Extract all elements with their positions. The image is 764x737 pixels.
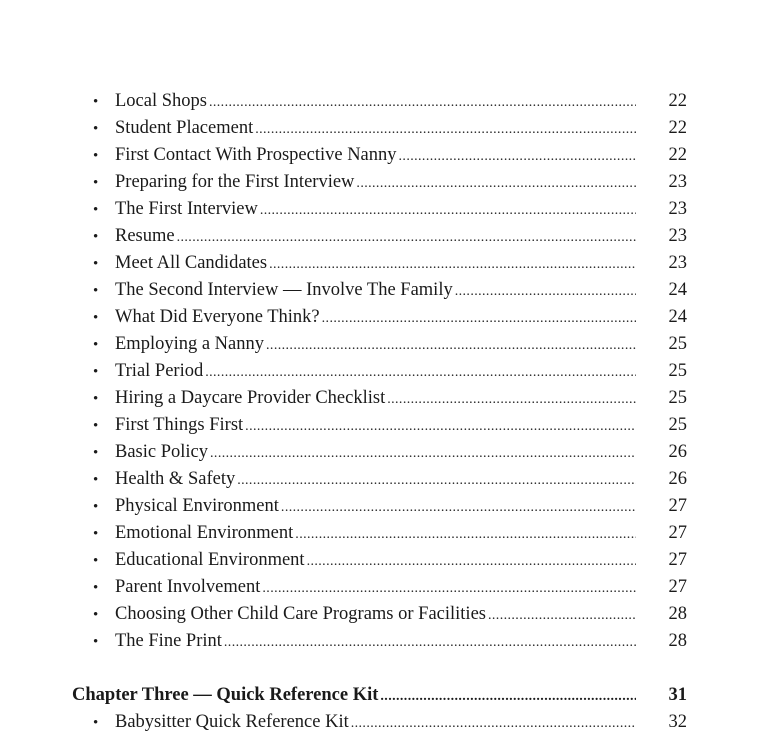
toc-entry xyxy=(93,385,636,411)
dot-leader xyxy=(380,682,636,710)
dot-leader xyxy=(210,439,636,467)
dot-leader xyxy=(351,709,636,737)
toc-entry-page: 25 xyxy=(668,334,687,354)
toc-entry-label: Preparing for the First Interview xyxy=(115,172,355,192)
bullet-icon: • xyxy=(93,148,99,164)
toc-entry-page: 25 xyxy=(668,388,687,408)
toc-entry-page: 24 xyxy=(668,280,687,300)
dot-leader xyxy=(307,547,636,575)
toc-entry-label: Health & Safety xyxy=(115,469,236,489)
dot-leader xyxy=(177,223,636,251)
bullet-icon: • xyxy=(93,202,99,218)
toc-entry-page: 26 xyxy=(668,442,687,462)
bullet-icon: • xyxy=(93,229,99,245)
toc-entry-label: Employing a Nanny xyxy=(115,334,265,354)
dot-leader xyxy=(245,412,636,440)
bullet-icon: • xyxy=(93,337,99,353)
toc-entry xyxy=(93,574,636,600)
toc-entry-page: 26 xyxy=(668,469,687,489)
bullet-icon: • xyxy=(93,310,99,326)
toc-entry xyxy=(93,304,636,330)
toc-entry-page: 32 xyxy=(668,712,687,732)
dot-leader xyxy=(322,304,636,332)
dot-leader xyxy=(399,142,636,170)
bullet-icon: • xyxy=(93,472,99,488)
bullet-icon: • xyxy=(93,526,99,542)
toc-entry-page: 27 xyxy=(668,496,687,516)
toc-entry xyxy=(93,88,636,114)
chapter-heading-label: Chapter Three — Quick Reference Kit xyxy=(72,685,379,705)
toc-entry-label: What Did Everyone Think? xyxy=(115,307,320,327)
toc-entry-page: 27 xyxy=(668,577,687,597)
toc-entry-page: 23 xyxy=(668,199,687,219)
bullet-icon: • xyxy=(93,580,99,596)
dot-leader xyxy=(387,385,636,413)
dot-leader xyxy=(237,466,636,494)
toc-entry-label: The Second Interview — Involve The Family xyxy=(115,280,453,300)
bullet-icon: • xyxy=(93,121,99,137)
chapter-heading xyxy=(72,682,636,708)
toc-entry-page: 25 xyxy=(668,361,687,381)
toc-entry-page: 28 xyxy=(668,631,687,651)
toc-entry xyxy=(93,115,636,141)
toc-entry-label: Basic Policy xyxy=(115,442,209,462)
toc-entry-label: Emotional Environment xyxy=(115,523,294,543)
bullet-icon: • xyxy=(93,607,99,623)
bullet-icon: • xyxy=(93,634,99,650)
toc-entry-label: Parent Involvement xyxy=(115,577,261,597)
dot-leader xyxy=(455,277,636,305)
toc-entry-page: 24 xyxy=(668,307,687,327)
toc-entry-page: 28 xyxy=(668,604,687,624)
bullet-icon: • xyxy=(93,94,99,110)
toc-entry xyxy=(93,628,636,654)
toc-entry-label: Babysitter Quick Reference Kit xyxy=(115,712,349,732)
toc-entry xyxy=(93,466,636,492)
bullet-icon: • xyxy=(93,256,99,272)
toc-entry xyxy=(93,601,636,627)
toc-entry-label: Hiring a Daycare Provider Checklist xyxy=(115,388,386,408)
toc-entry-label: Physical Environment xyxy=(115,496,279,516)
bullet-icon: • xyxy=(93,418,99,434)
toc-entry xyxy=(93,412,636,438)
toc-entry xyxy=(93,142,636,168)
toc-entry-label: Meet All Candidates xyxy=(115,253,268,273)
toc-entry-label: Student Placement xyxy=(115,118,254,138)
toc-entry-page: 22 xyxy=(668,118,687,138)
dot-leader xyxy=(260,196,636,224)
toc-entry-page: 25 xyxy=(668,415,687,435)
toc-entry-page: 27 xyxy=(668,523,687,543)
bullet-icon: • xyxy=(93,391,99,407)
dot-leader xyxy=(224,628,636,656)
toc-entry-page: 23 xyxy=(668,226,687,246)
toc-entry xyxy=(93,709,636,735)
chapter-heading-page: 31 xyxy=(668,685,687,705)
toc-entry-label: Trial Period xyxy=(115,361,204,381)
toc-entry xyxy=(93,250,636,276)
bullet-icon: • xyxy=(93,175,99,191)
dot-leader xyxy=(269,250,636,278)
dot-leader xyxy=(356,169,636,197)
dot-leader xyxy=(295,520,636,548)
toc-entry-page: 22 xyxy=(668,145,687,165)
toc-entry xyxy=(93,358,636,384)
dot-leader xyxy=(255,115,636,143)
toc-entry-page: 23 xyxy=(668,253,687,273)
toc-entry-label: The First Interview xyxy=(115,199,258,219)
toc-entry-label: Choosing Other Child Care Programs or Facilities xyxy=(115,604,486,624)
bullet-icon: • xyxy=(93,715,99,731)
toc-entry xyxy=(93,169,636,195)
toc-entry-label: First Contact With Prospective Nanny xyxy=(115,145,397,165)
toc-entry xyxy=(93,277,636,303)
toc-entry-page: 23 xyxy=(668,172,687,192)
dot-leader xyxy=(281,493,636,521)
toc-entry-label: Educational Environment xyxy=(115,550,305,570)
toc-entry xyxy=(93,196,636,222)
dot-leader xyxy=(488,601,636,629)
toc-entry xyxy=(93,439,636,465)
bullet-icon: • xyxy=(93,445,99,461)
dot-leader xyxy=(262,574,636,602)
dot-leader xyxy=(266,331,636,359)
bullet-icon: • xyxy=(93,553,99,569)
bullet-icon: • xyxy=(93,364,99,380)
bullet-icon: • xyxy=(93,499,99,515)
toc-entry xyxy=(93,331,636,357)
toc-entry-label: The Fine Print xyxy=(115,631,222,651)
toc-entry-page: 27 xyxy=(668,550,687,570)
toc-entry-page: 22 xyxy=(668,91,687,111)
dot-leader xyxy=(205,358,636,386)
toc-entry xyxy=(93,493,636,519)
toc-entry xyxy=(93,520,636,546)
toc-entry xyxy=(93,547,636,573)
toc-entry-label: Local Shops xyxy=(115,91,207,111)
toc-entry xyxy=(93,223,636,249)
toc-entry-label: Resume xyxy=(115,226,175,246)
dot-leader xyxy=(209,88,636,116)
toc-entry-label: First Things First xyxy=(115,415,244,435)
bullet-icon: • xyxy=(93,283,99,299)
